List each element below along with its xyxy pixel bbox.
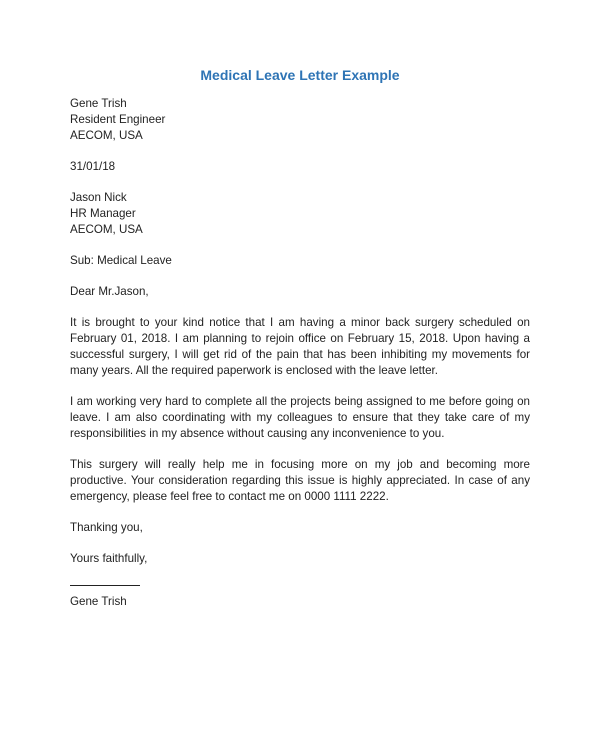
recipient-company: AECOM, USA — [70, 223, 143, 236]
subject-block — [70, 253, 530, 269]
sender-name: Gene Trish — [70, 97, 127, 110]
paragraph-3: This surgery will really help me in focusing more on my job and becoming more productive. Your consideration regarding this issue is highly appreciated. In case of any emergency, please feel free to contact me on 0000 1111 2222. — [70, 458, 530, 503]
page-title: Medical Leave Letter Example — [200, 67, 400, 83]
salutation-block — [70, 284, 530, 300]
paragraph-2: I am working very hard to complete all the projects being assigned to me before going on leave. I am also coordinating with my colleagues to ensure that they take care of my responsibilities in my absence without causing any inconvenience to you. — [70, 395, 530, 440]
thanks-block — [70, 520, 530, 536]
sender-block — [70, 96, 530, 144]
signature-name: Gene Trish — [70, 595, 127, 608]
letter-body — [70, 96, 530, 610]
salutation: Dear Mr.Jason, — [70, 285, 149, 298]
recipient-position: HR Manager — [70, 207, 136, 220]
date-block — [70, 159, 530, 175]
signoff-block — [70, 551, 530, 567]
recipient-name: Jason Nick — [70, 191, 127, 204]
closing-signoff: Yours faithfully, — [70, 552, 148, 565]
signature-line — [70, 567, 140, 586]
signature-block — [70, 594, 530, 610]
closing-thanks: Thanking you, — [70, 521, 143, 534]
sender-position: Resident Engineer — [70, 113, 166, 126]
letter-date: 31/01/18 — [70, 160, 116, 173]
sender-company: AECOM, USA — [70, 129, 143, 142]
paragraph-1: It is brought to your kind notice that I am having a minor back surgery scheduled on February 01, 2018. I am planning to rejoin office on February 15, 2018. Upon having a successful surgery, I will get rid of the pain that has been inhibiting my movements for many years. All the required paperwork is enclosed with the leave letter. — [70, 316, 530, 377]
recipient-block — [70, 190, 530, 238]
subject-line: Sub: Medical Leave — [70, 254, 172, 267]
